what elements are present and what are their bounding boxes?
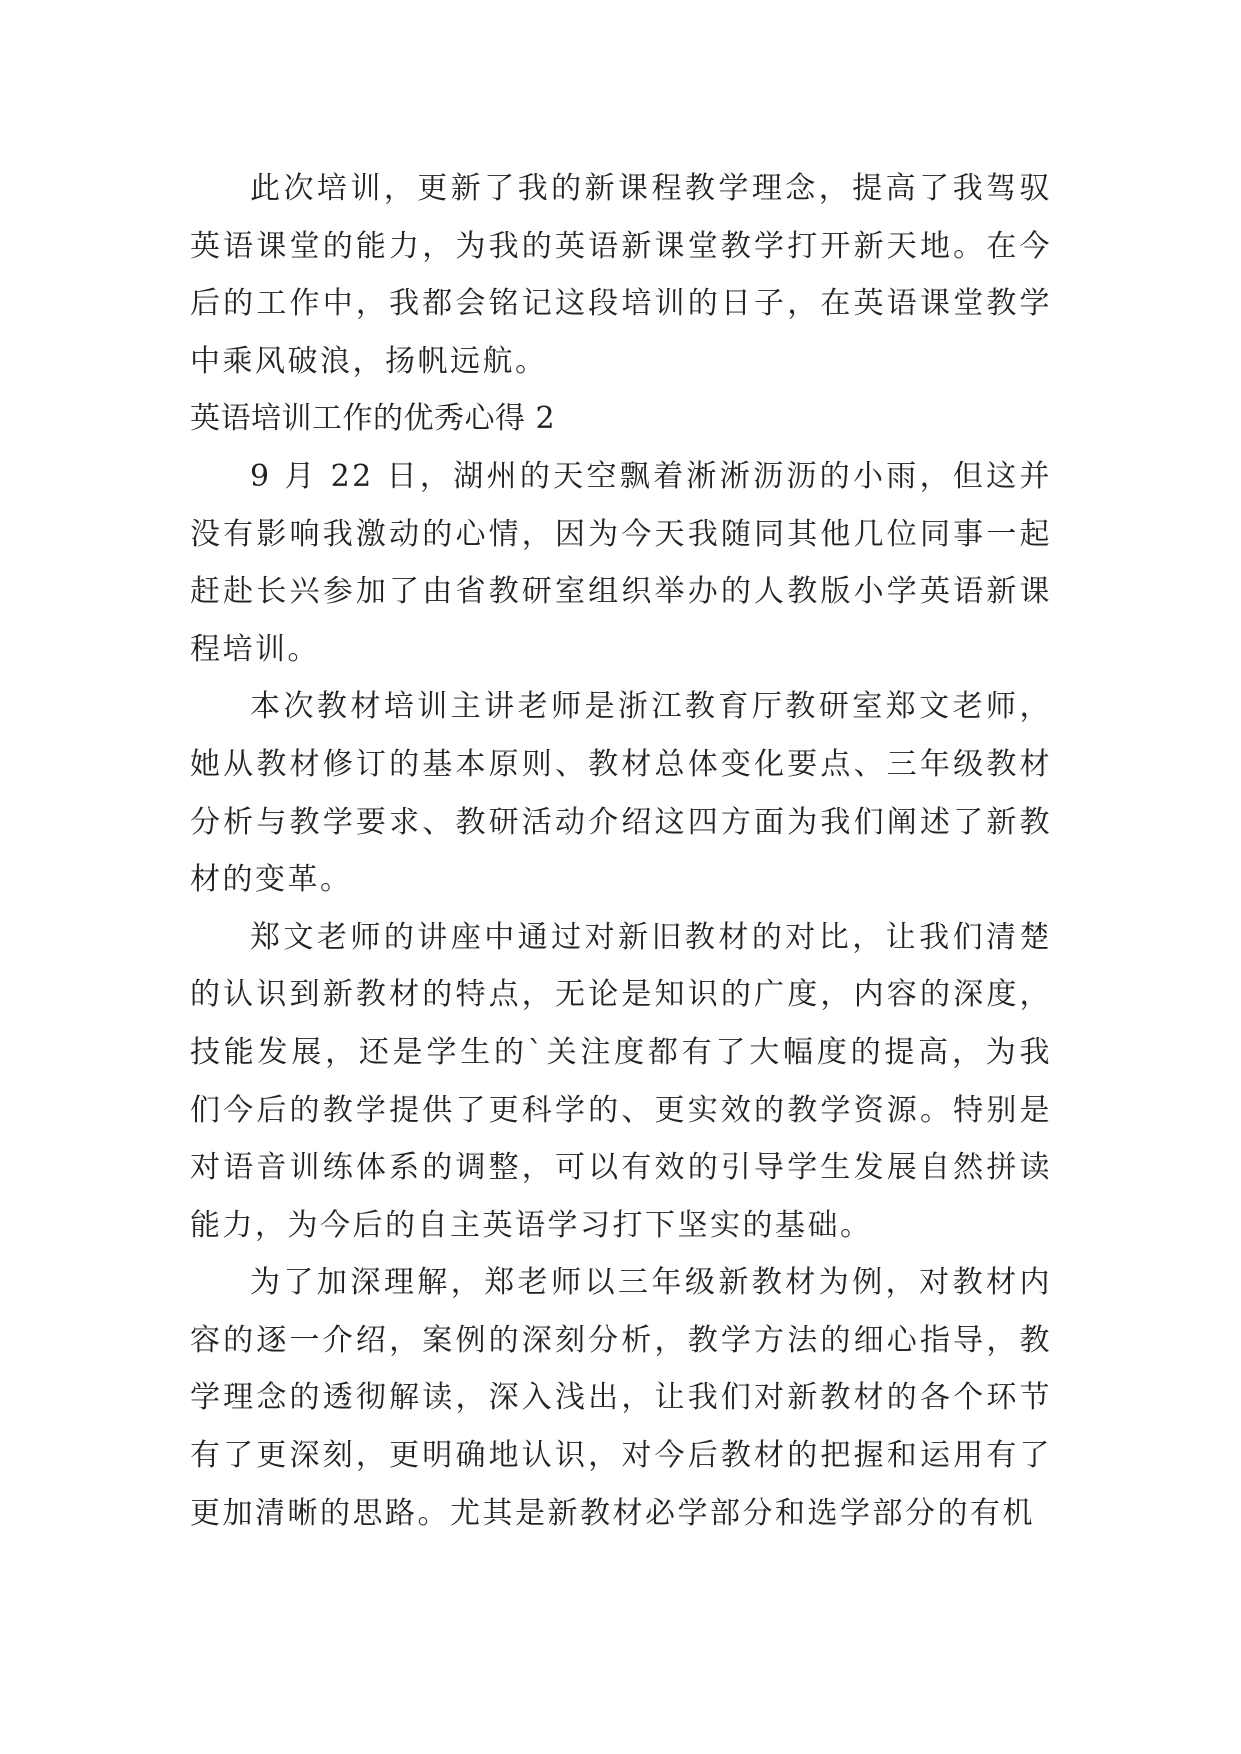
paragraph-1: 此次培训，更新了我的新课程教学理念，提高了我驾驭英语课堂的能力，为我的英语新课堂教学打开新天地。在今后的工作中，我都会铭记这段培训的日子，在英语课堂教学中乘风破浪，扬帆远航。: [190, 171, 1052, 379]
paragraph-3: 本次教材培训主讲老师是浙江教育厅教研室郑文老师，她从教材修订的基本原则、教材总体变化要点、三年级教材分析与教学要求、教研活动介绍这四方面为我们阐述了新教材的变革。: [190, 689, 1052, 898]
section-heading-2: 英语培训工作的优秀心得 2: [190, 401, 556, 437]
paragraph-4: 郑文老师的讲座中通过对新旧教材的对比，让我们清楚的认识到新教材的特点，无论是知识的广度，内容的深度，技能发展，还是学生的`关注度都有了大幅度的提高，为我们今后的教学提供了更科学的、更实效的教学资源。特别是对语音训练体系的调整，可以有效的引导学生发展自然拼读能力，为今后的自主英语学习打下坚实的基础。: [190, 919, 1052, 1243]
document-body: [190, 160, 1052, 1542]
paragraph-2: 9 月 22 日，湖州的天空飘着淅淅沥沥的小雨，但这并没有影响我激动的心情，因为今天我随同其他几位同事一起赶赴长兴参加了由省教研室组织举办的人教版小学英语新课程培训。: [190, 458, 1052, 667]
paragraph-5: 为了加深理解，郑老师以三年级新教材为例，对教材内容的逐一介绍，案例的深刻分析，教学方法的细心指导，教学理念的透彻解读，深入浅出，让我们对新教材的各个环节有了更深刻，更明确地认识，对今后教材的把握和运用有了更加清晰的思路。尤其是新教材必学部分和选学部分的有机: [190, 1265, 1052, 1531]
